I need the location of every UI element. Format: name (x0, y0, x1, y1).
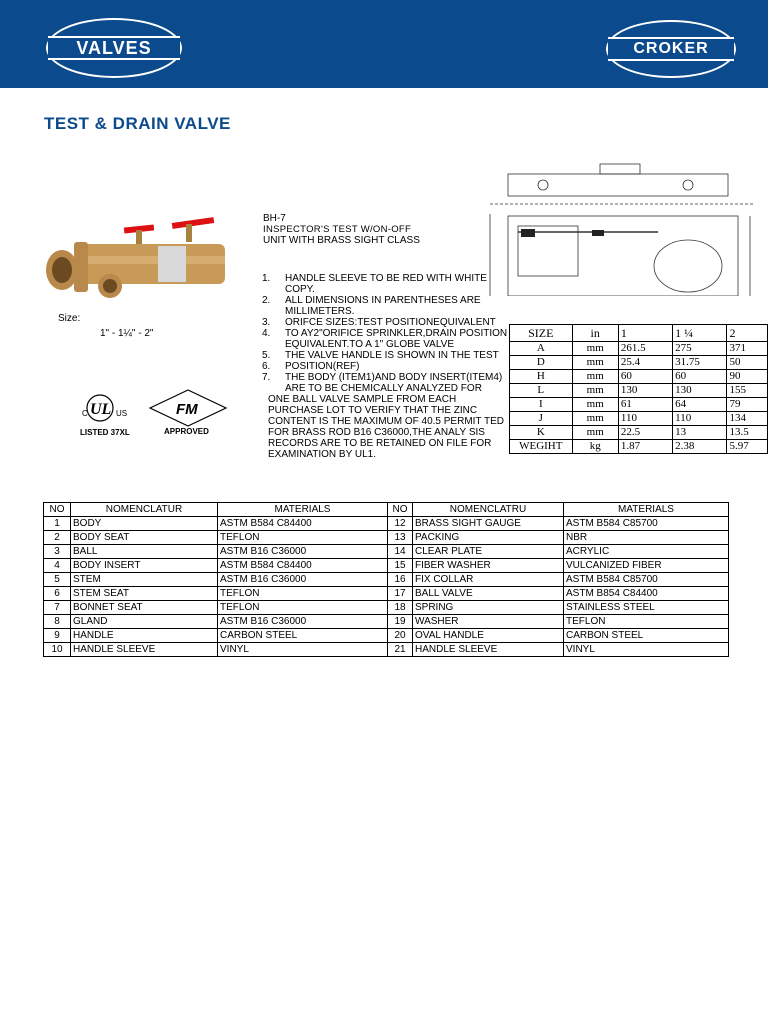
dimensions-cell: 79 (727, 398, 768, 412)
materials-row (44, 517, 729, 531)
materials-cell: WASHER (413, 615, 564, 629)
materials-cell: BONNET SEAT (71, 601, 218, 615)
dimensions-cell: 60 (673, 370, 727, 384)
materials-cell: BRASS SIGHT GAUGE (413, 517, 564, 531)
materials-cell: ASTM B16 C36000 (218, 615, 388, 629)
dimensions-cell: 1.87 (618, 440, 672, 454)
notes-list (262, 273, 512, 460)
dimensions-table (509, 324, 768, 454)
materials-cell: 2 (44, 531, 71, 545)
materials-cell: STEM SEAT (71, 587, 218, 601)
note-paragraph: ONE BALL VALVE SAMPLE FROM EACH PURCHASE LOT TO VERIFY THAT THE ZINC CONTENT IS THE MAXIMUM OF 40.5 PERMIT TED FOR BRASS ROD B16 C36000,THE ANALY SIS RECORDS ARE TO BE RETAINED ON FILE FOR EXAMINATION BY UL1. (268, 394, 504, 460)
croker-logo-text: CROKER (608, 37, 734, 61)
materials-header-cell: NO (388, 503, 413, 517)
valves-logo-text: VALVES (48, 36, 180, 60)
materials-cell: ASTM B16 C36000 (218, 545, 388, 559)
materials-row (44, 587, 729, 601)
cert-logos (78, 386, 238, 446)
materials-cell: BODY (71, 517, 218, 531)
materials-cell: 18 (388, 601, 413, 615)
fm-approved-label: APPROVED (164, 427, 209, 436)
materials-cell: HANDLE (71, 629, 218, 643)
materials-cell: HANDLE SLEEVE (413, 643, 564, 657)
ul-mark-icon: UL (90, 401, 112, 418)
dimensions-cell: 275 (673, 342, 727, 356)
dimensions-cell: 261.5 (618, 342, 672, 356)
materials-cell: STAINLESS STEEL (564, 601, 729, 615)
description-line-2: UNIT WITH BRASS SIGHT CLASS (263, 235, 420, 246)
materials-cell: HANDLE SLEEVE (71, 643, 218, 657)
dimensions-cell: 13.5 (727, 426, 768, 440)
materials-cell: TEFLON (218, 531, 388, 545)
note-item: 6. POSITION(REF) (262, 361, 360, 372)
dimensions-cell: mm (572, 412, 618, 426)
materials-cell: TEFLON (218, 601, 388, 615)
dimensions-cell: J (510, 412, 573, 426)
note-item: 4. TO AY2"ORIFICE SPRINKLER,DRAIN POSITION EQUIVALENT.TO A 1" GLOBE VALVE (262, 328, 508, 350)
materials-header-cell: MATERIALS (564, 503, 729, 517)
dimensions-row (510, 426, 768, 440)
materials-header-cell: MATERIALS (218, 503, 388, 517)
dimensions-header-cell: SIZE (510, 325, 573, 342)
dimensions-header-cell: 2 (727, 325, 768, 342)
materials-cell: ASTM B584 C84400 (218, 517, 388, 531)
materials-cell: CARBON STEEL (218, 629, 388, 643)
valves-logo (46, 18, 182, 78)
dimensions-row (510, 356, 768, 370)
materials-cell: 19 (388, 615, 413, 629)
materials-cell: ASTM B584 C85700 (564, 573, 729, 587)
dimensions-header-cell: in (572, 325, 618, 342)
materials-cell: 7 (44, 601, 71, 615)
dimensions-cell: mm (572, 426, 618, 440)
dimensions-cell: 371 (727, 342, 768, 356)
materials-cell: GLAND (71, 615, 218, 629)
dimensions-row (510, 384, 768, 398)
materials-cell: STEM (71, 573, 218, 587)
dimensions-row (510, 370, 768, 384)
materials-cell: ASTM B584 C84400 (218, 559, 388, 573)
materials-cell: 21 (388, 643, 413, 657)
dimensions-row (510, 398, 768, 412)
dimensions-cell: kg (572, 440, 618, 454)
dimensions-cell: 64 (673, 398, 727, 412)
size-values: 1" - 1¼" - 2" (100, 328, 154, 339)
materials-row (44, 643, 729, 657)
materials-cell: BALL (71, 545, 218, 559)
materials-table (43, 502, 729, 657)
note-item: 1. HANDLE SLEEVE TO BE RED WITH WHITE COPY. (262, 273, 487, 295)
materials-cell: 13 (388, 531, 413, 545)
description-line-1: INSPECTOR'S TEST W/ON-OFF (263, 224, 412, 235)
materials-cell: BODY INSERT (71, 559, 218, 573)
dimensions-row (510, 412, 768, 426)
materials-cell: 9 (44, 629, 71, 643)
materials-cell: ACRYLIC (564, 545, 729, 559)
materials-header-cell: NOMENCLATUR (71, 503, 218, 517)
materials-cell: ASTM B16 C36000 (218, 573, 388, 587)
dimensions-cell: 25.4 (618, 356, 672, 370)
dimensions-row (510, 440, 768, 454)
dimensions-cell: 13 (673, 426, 727, 440)
note-item: 7. THE BODY (ITEM1)AND BODY INSERT(ITEM4) ARE TO BE CHEMICALLY ANALYZED FOR (262, 372, 503, 394)
materials-cell: FIBER WASHER (413, 559, 564, 573)
dimensions-cell: 90 (727, 370, 768, 384)
technical-drawing (488, 156, 760, 296)
materials-cell: BALL VALVE (413, 587, 564, 601)
dimensions-cell: 31.75 (673, 356, 727, 370)
materials-header-row (44, 503, 729, 517)
fm-mark-icon: FM (176, 401, 198, 418)
materials-cell: 16 (388, 573, 413, 587)
size-label: Size: (58, 313, 81, 324)
note-item: 5. THE VALVE HANDLE IS SHOWN IN THE TEST (262, 350, 499, 361)
materials-cell: 6 (44, 587, 71, 601)
materials-cell: TEFLON (218, 587, 388, 601)
materials-cell: BODY SEAT (71, 531, 218, 545)
materials-header-cell: NO (44, 503, 71, 517)
dimensions-cell: mm (572, 384, 618, 398)
note-item: 2. ALL DIMENSIONS IN PARENTHESES ARE MILLIMETERS. (262, 295, 481, 317)
materials-cell: PACKING (413, 531, 564, 545)
materials-row (44, 601, 729, 615)
materials-cell: 17 (388, 587, 413, 601)
materials-cell: 3 (44, 545, 71, 559)
materials-cell: 5 (44, 573, 71, 587)
dimensions-cell: D (510, 356, 573, 370)
materials-cell: FIX COLLAR (413, 573, 564, 587)
dimensions-header-cell: 1 ¼ (673, 325, 727, 342)
dimensions-row (510, 342, 768, 356)
page-title: TEST & DRAIN VALVE (44, 114, 231, 133)
materials-cell: 1 (44, 517, 71, 531)
dimensions-cell: L (510, 384, 573, 398)
dimensions-cell: K (510, 426, 573, 440)
dimensions-cell: A (510, 342, 573, 356)
materials-cell: ASTM B584 C85700 (564, 517, 729, 531)
materials-cell: 15 (388, 559, 413, 573)
materials-row (44, 615, 729, 629)
dimensions-header-row (510, 325, 768, 342)
dimensions-cell: 110 (618, 412, 672, 426)
dimensions-cell: H (510, 370, 573, 384)
product-description (263, 213, 420, 246)
dimensions-cell: mm (572, 342, 618, 356)
model-number: BH-7 (263, 213, 286, 224)
materials-cell: 8 (44, 615, 71, 629)
materials-cell: 10 (44, 643, 71, 657)
dimensions-cell: 134 (727, 412, 768, 426)
dimensions-cell: 155 (727, 384, 768, 398)
materials-row (44, 629, 729, 643)
dimensions-cell: 60 (618, 370, 672, 384)
materials-cell: SPRING (413, 601, 564, 615)
dimensions-cell: 130 (673, 384, 727, 398)
note-item: 3. ORIFCE SIZES:TEST POSITIONEQUIVALENT (262, 317, 496, 328)
materials-cell: NBR (564, 531, 729, 545)
certifications (78, 386, 238, 451)
dimensions-cell: I (510, 398, 573, 412)
ul-c-mark: C (82, 409, 88, 418)
materials-cell: VINYL (564, 643, 729, 657)
header-banner (0, 0, 768, 88)
dimensions-header-cell: 1 (618, 325, 672, 342)
materials-cell: ASTM B854 C84400 (564, 587, 729, 601)
dimensions-cell: 22.5 (618, 426, 672, 440)
materials-cell: VINYL (218, 643, 388, 657)
materials-cell: 14 (388, 545, 413, 559)
ul-us-mark: US (116, 409, 128, 418)
materials-row (44, 559, 729, 573)
dimensions-cell: 5.97 (727, 440, 768, 454)
dimensions-cell: mm (572, 356, 618, 370)
materials-cell: VULCANIZED FIBER (564, 559, 729, 573)
materials-row (44, 545, 729, 559)
materials-header-cell: NOMENCLATRU (413, 503, 564, 517)
materials-row (44, 531, 729, 545)
dimensions-cell: 50 (727, 356, 768, 370)
croker-logo (606, 20, 736, 78)
materials-cell: 12 (388, 517, 413, 531)
dimensions-cell: mm (572, 398, 618, 412)
materials-cell: 20 (388, 629, 413, 643)
dimensions-cell: mm (572, 370, 618, 384)
dimensions-cell: 110 (673, 412, 727, 426)
dimensions-cell: WEGIHT (510, 440, 573, 454)
ul-listed-label: LISTED 37XL (80, 428, 130, 437)
dimensions-cell: 61 (618, 398, 672, 412)
materials-cell: TEFLON (564, 615, 729, 629)
materials-cell: CLEAR PLATE (413, 545, 564, 559)
materials-cell: CARBON STEEL (564, 629, 729, 643)
materials-cell: OVAL HANDLE (413, 629, 564, 643)
materials-cell: 4 (44, 559, 71, 573)
materials-row (44, 573, 729, 587)
dimensions-cell: 2.38 (673, 440, 727, 454)
dimensions-cell: 130 (618, 384, 672, 398)
